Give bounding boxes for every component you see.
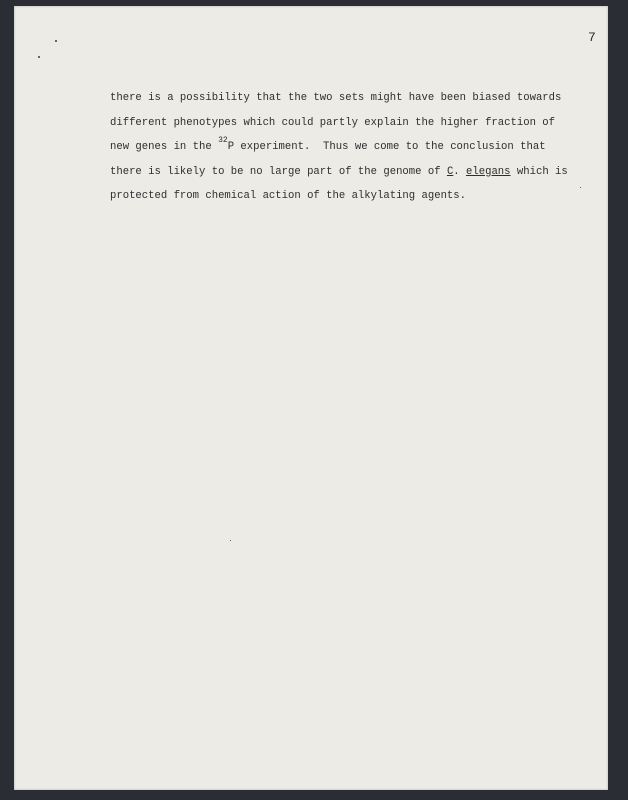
- document-page: [14, 6, 608, 790]
- text-line-4-end: which is: [510, 165, 568, 178]
- text-line-1: there is a possibility that the two sets might have been biased towards: [110, 92, 562, 104]
- text-line-2: different phenotypes which could partly explain the higher fraction of: [110, 116, 556, 129]
- paper-speck: [230, 540, 231, 541]
- paper-speck: [55, 40, 57, 42]
- isotope-superscript: 32: [218, 136, 228, 145]
- species-name: elegans: [466, 165, 511, 178]
- text-line-4-start: there is likely to be no large part of the genome of: [110, 165, 447, 178]
- body-paragraph: [110, 86, 590, 209]
- text-line-5: protected from chemical action of the alkylating agents.: [110, 190, 467, 202]
- paper-speck: [38, 56, 40, 58]
- text-line-4: [110, 160, 590, 185]
- text-line-3-start: new genes in the: [110, 141, 219, 153]
- text-line-3-end: P experiment. Thus we come to the conclusion that: [227, 141, 546, 153]
- genus-abbreviation: C: [446, 165, 454, 178]
- page-number: 7: [588, 30, 596, 45]
- text-line-4-dot: .: [453, 165, 467, 178]
- text-line-3: [110, 135, 590, 160]
